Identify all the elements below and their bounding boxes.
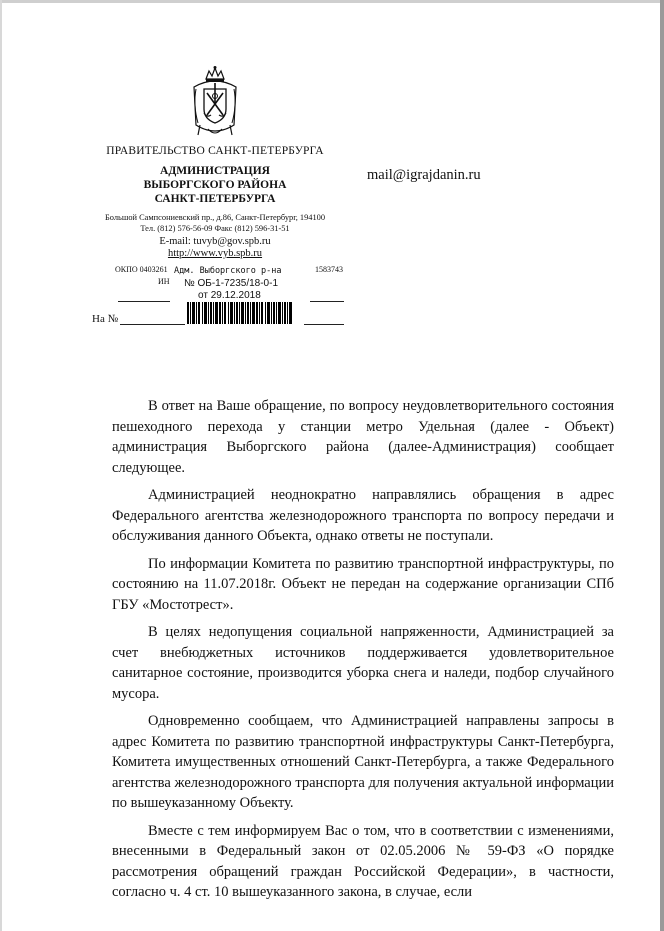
sender-phone: Тел. (812) 576-56-09 Факс (812) 596-31-51	[140, 224, 290, 233]
admin-title-line-1: АДМИНИСТРАЦИЯ	[160, 165, 270, 177]
government-title: ПРАВИТЕЛЬСТВО САНКТ-ПЕТЕРБУРГА	[106, 145, 324, 157]
sender-email[interactable]: E-mail: tuvyb@gov.spb.ru	[159, 236, 271, 247]
reference-number-line	[304, 324, 344, 325]
okpo-code-right: 1583743	[315, 265, 343, 274]
admin-title-line-3: САНКТ-ПЕТЕРБУРГА	[154, 193, 276, 205]
body-paragraph-4: В целях недопущения социальной напряженности, Администрацией за счет внебюджетных источников поддерживается удовлетворительное санитарное состояние, производится уборка снега и наледи, подбор случайного мусора.	[112, 624, 614, 702]
number-line	[306, 301, 344, 302]
stamp-date: от 29.12.2018	[198, 290, 261, 301]
barcode-icon	[187, 302, 292, 324]
sender-website-link[interactable]: http://www.vyb.spb.ru	[167, 248, 263, 259]
reference-label: На №	[92, 313, 119, 325]
body-paragraph-6: Вместе с тем информируем Вас о том, что в соответствии с изменениями, внесенными в Федеральный закон от 02.05.2006 № 59-ФЗ «О порядке рассмотрения обращений граждан Российской Федерации», в частности, согласно ч. 4 ст. 10 вышеуказанного закона, в случае, если	[112, 822, 614, 900]
body-paragraph-3: По информации Комитета по развитию транспортной инфраструктуры, по состоянию на 11.07.2018г. Объект не передан на содержание организации СПб ГБУ «Мостотрест».	[112, 555, 614, 613]
inn-code: ИН	[158, 277, 170, 286]
stamp-office: Адм. Выборгского р-на	[174, 266, 282, 276]
body-paragraph-2: Администрацией неоднократно направлялись обращения в адрес Федерального агентства железнодорожного транспорта по вопросу передачи и обслуживания данного Объекта, однако ответы не поступали.	[112, 487, 614, 544]
okpo-code: ОКПО 0403261	[115, 265, 168, 274]
scan-edge-right	[660, 0, 664, 931]
reference-line	[120, 324, 185, 325]
sender-address: Большой Сампсониевский пр., д.86, Санкт-Петербург, 194100	[104, 213, 326, 222]
registration-stamp	[170, 265, 310, 327]
sender-address-block	[95, 212, 335, 234]
body-paragraph-5: Одновременно сообщаем, что Администрацией направлены запросы в адрес Комитета по развитию транспортной инфраструктуры Санкт-Петербурга, Комитета имущественных отношений Санкт-Петербурга, а также Федерального агентства железнодорожного транспорта для получения актуальной информации по вышеуказанному Объекту.	[112, 713, 614, 811]
scan-edge-left	[0, 0, 2, 931]
coat-of-arms-icon	[190, 65, 240, 143]
scan-edge-top	[0, 0, 664, 3]
stamp-number: № ОБ-1-7235/18-0-1	[184, 278, 278, 289]
recipient-email: mail@igrajdanin.ru	[367, 167, 481, 183]
admin-title-line-2: ВЫБОРГСКОГО РАЙОНА	[143, 179, 287, 191]
body-paragraph-1: В ответ на Ваше обращение, по вопросу неудовлетворительного состояния пешеходного перехода у станции метро Удельная (далее - Объект) администрация Выборгского района (далее-Администрация) сообщает следующее.	[112, 398, 614, 476]
letter-body	[112, 396, 614, 910]
